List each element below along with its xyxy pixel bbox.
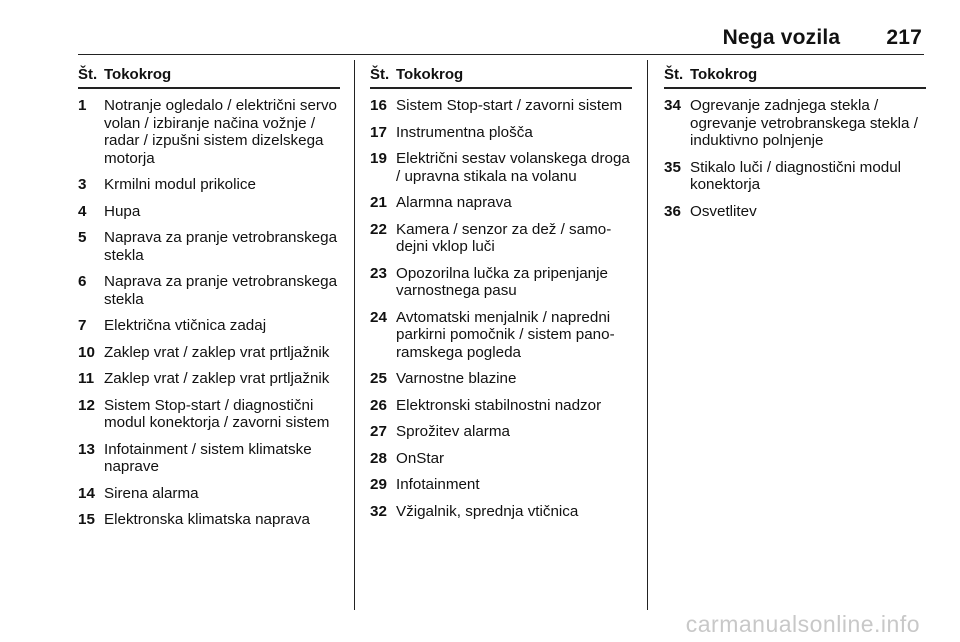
circuit-description: Vžigalnik, sprednja vtičnica <box>396 502 579 520</box>
circuit-description: Sirena alarma <box>104 484 199 502</box>
fuse-number: 10 <box>78 343 95 361</box>
fuse-number: 14 <box>78 484 95 502</box>
table-row <box>664 159 926 194</box>
table-row <box>78 203 340 221</box>
header-circuit: Tokokrog <box>104 66 172 83</box>
fuse-number: 5 <box>78 229 87 246</box>
fuse-number: 12 <box>78 396 95 414</box>
fuse-number: 3 <box>78 176 87 193</box>
circuit-description: Osvetlitev <box>690 202 757 220</box>
table-row <box>78 397 340 432</box>
table-row <box>370 370 632 388</box>
page-number: 217 <box>886 26 922 49</box>
circuit-description: Naprava za pranje vetrobranskega stekla <box>104 273 338 308</box>
table-header <box>370 66 632 89</box>
table-row <box>78 273 340 308</box>
table-row <box>370 97 632 115</box>
circuit-description: Notranje ogledalo / električni servo volan / izbiranje načina vožnje / radar / izpušni sistem dizelskega motorja <box>104 97 337 167</box>
fuse-number: 35 <box>664 158 681 176</box>
circuit-description: Alarmna naprava <box>396 194 512 211</box>
fuse-number: 27 <box>370 423 387 440</box>
table-row <box>370 397 632 415</box>
table-rows <box>370 97 632 520</box>
circuit-description: Opozorilna lučka za pripenjanje varnostnega pasu <box>396 264 608 299</box>
circuit-description: Hupa <box>104 202 141 220</box>
fuse-table-column-3 <box>664 66 926 229</box>
circuit-description: OnStar <box>396 449 445 467</box>
fuse-number: 15 <box>78 511 95 528</box>
circuit-description: Sistem Stop-start / zavorni sistem <box>396 97 623 114</box>
table-rows <box>664 97 926 220</box>
fuse-number: 23 <box>370 264 387 282</box>
fuse-number: 28 <box>370 449 387 467</box>
circuit-description: Električni sestav volanskega droga / upravna stikala na volanu <box>396 150 630 185</box>
circuit-description: Avtomatski menjalnik / napredni parkirni pomočnik / sistem panoramskega pogleda <box>396 308 615 361</box>
fuse-table-column-2 <box>370 66 632 529</box>
table-row <box>370 124 632 142</box>
fuse-number: 21 <box>370 194 387 211</box>
fuse-number: 24 <box>370 308 387 326</box>
fuse-number: 25 <box>370 370 387 387</box>
circuit-description: Infotainment / sistem klimatske naprave <box>104 440 312 475</box>
table-header <box>664 66 926 89</box>
table-row <box>370 423 632 441</box>
header-num: Št. <box>370 66 390 83</box>
table-row <box>370 221 632 256</box>
table-row <box>78 97 340 167</box>
table-header <box>78 66 340 89</box>
fuse-number: 26 <box>370 396 387 414</box>
table-row <box>78 441 340 476</box>
table-row <box>664 97 926 150</box>
fuse-number: 7 <box>78 317 87 334</box>
circuit-description: Infotainment <box>396 476 480 493</box>
fuse-number: 6 <box>78 273 87 290</box>
table-row <box>370 194 632 212</box>
column-divider <box>647 60 648 610</box>
fuse-number: 11 <box>78 370 95 387</box>
circuit-description: Kamera / senzor za dež / samodejni vklop luči <box>396 220 612 255</box>
table-row <box>370 150 632 185</box>
fuse-table-column-1 <box>78 66 340 538</box>
circuit-description: Električna vtičnica zadaj <box>104 317 267 334</box>
header-rule <box>78 54 924 55</box>
circuit-description: Krmilni modul prikolice <box>104 176 256 193</box>
header-num: Št. <box>664 66 684 83</box>
header-circuit: Tokokrog <box>690 66 758 83</box>
fuse-number: 13 <box>78 440 95 458</box>
table-row <box>78 176 340 194</box>
table-row <box>78 229 340 264</box>
table-row <box>78 344 340 362</box>
table-row <box>370 265 632 300</box>
fuse-number: 16 <box>370 97 387 114</box>
header-num: Št. <box>78 66 98 83</box>
fuse-number: 1 <box>78 97 87 114</box>
watermark: carmanualsonline.info <box>685 611 920 637</box>
page-header <box>723 26 922 50</box>
header-circuit: Tokokrog <box>396 66 464 83</box>
table-row <box>370 503 632 521</box>
fuse-number: 29 <box>370 476 387 493</box>
column-divider <box>354 60 355 610</box>
circuit-description: Ogrevanje zadnjega stekla / ogrevanje vetrobranskega stekla / induktivno polnjenje <box>690 97 918 149</box>
table-row <box>664 203 926 221</box>
fuse-number: 4 <box>78 202 87 220</box>
fuse-number: 32 <box>370 502 387 520</box>
circuit-description: Stikalo luči / diagnostični modul konektorja <box>690 158 902 193</box>
table-row <box>78 370 340 388</box>
circuit-description: Varnostne blazine <box>396 370 517 387</box>
table-row <box>78 511 340 529</box>
circuit-description: Instrumentna plošča <box>396 123 533 141</box>
fuse-number: 34 <box>664 97 681 114</box>
fuse-number: 22 <box>370 220 387 238</box>
circuit-description: Sistem Stop-start / diagnostični modul konektorja / zavorni sistem <box>104 396 330 431</box>
circuit-description: Elektronski stabilnostni nadzor <box>396 396 602 414</box>
page-title: Nega vozila <box>722 26 841 49</box>
table-row <box>370 450 632 468</box>
circuit-description: Zaklep vrat / zaklep vrat prtljažnik <box>104 370 330 387</box>
table-row <box>78 485 340 503</box>
fuse-number: 19 <box>370 150 387 167</box>
circuit-description: Naprava za pranje vetrobranskega stekla <box>104 229 338 264</box>
fuse-number: 17 <box>370 123 387 141</box>
table-row <box>370 309 632 362</box>
circuit-description: Sprožitev alarma <box>396 423 510 440</box>
fuse-number: 36 <box>664 202 681 220</box>
circuit-description: Zaklep vrat / zaklep vrat prtljažnik <box>104 343 330 361</box>
circuit-description: Elektronska klimatska naprava <box>104 511 310 528</box>
table-row <box>370 476 632 494</box>
table-rows <box>78 97 340 529</box>
table-row <box>78 317 340 335</box>
